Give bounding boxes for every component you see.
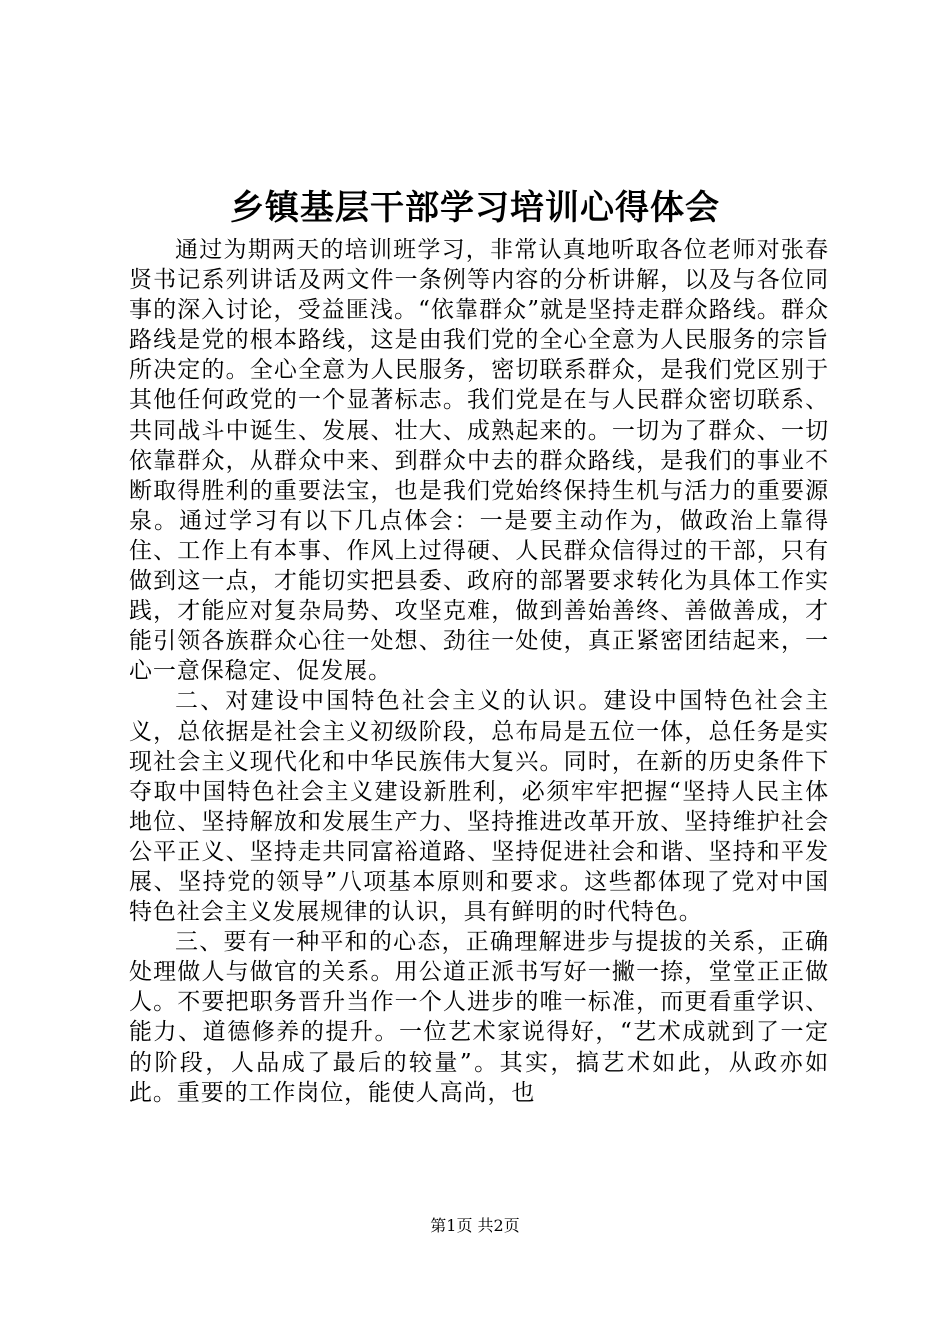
document-body: [129, 235, 829, 1108]
paragraph-section-three: 三、要有一种平和的心态，正确理解进步与提拔的关系，正确处理做人与做官的关系。用公道正派书写好一撇一捺，堂堂正正做人。不要把职务晋升当作一个人进步的唯一标准，而更看重学识、能力、道德修养的提升。一位艺术家说得好，“艺术成就到了一定的阶段，人品成了最后的较量”。其实，搞艺术如此，从政亦如此。重要的工作岗位，能使人高尚，也: [129, 929, 829, 1106]
paragraph-section-two: 二、对建设中国特色社会主义的认识。建设中国特色社会主义，总依据是社会主义初级阶段，总布局是五位一体，总任务是实现社会主义现代化和中华民族伟大复兴。同时，在新的历史条件下夺取中国特色社会主义建设新胜利，必须牢牢把握“坚持人民主体地位、坚持解放和发展生产力、坚持推进改革开放、坚持维护社会公平正义、坚持走共同富裕道路、坚持促进社会和谐、坚持和平发展、坚持党的领导”八项基本原则和要求。这些都体现了党对中国特色社会主义发展规律的认识，具有鲜明的时代特色。: [129, 688, 829, 926]
document-title: 乡镇基层干部学习培训心得体会: [230, 188, 720, 228]
page-footer: 第1页 共2页: [430, 1216, 520, 1235]
paragraph-intro: 通过为期两天的培训班学习，非常认真地听取各位老师对张春贤书记系列讲话及两文件一条例等内容的分析讲解，以及与各位同事的深入讨论，受益匪浅。“依靠群众”就是坚持走群众路线。群众路线是党的根本路线，这是由我们党的全心全意为人民服务的宗旨所决定的。全心全意为人民服务，密切联系群众，是我们党区别于其他任何政党的一个显著标志。我们党是在与人民群众密切联系、共同战斗中诞生、发展、壮大、成熟起来的。一切为了群众、一切依靠群众，从群众中来、到群众中去的群众路线，是我们的事业不断取得胜利的重要法宝，也是我们党始终保持生机与活力的重要源泉。通过学习有以下几点体会：一是要主动作为，做政治上靠得住、工作上有本事、作风上过得硬、人民群众信得过的干部，只有做到这一点，才能切实把县委、政府的部署要求转化为具体工作实践，才能应对复杂局势、攻坚克难，做到善始善终、善做善成，才能引领各族群众心往一处想、劲往一处使，真正紧密团结起来，一心一意保稳定、促发展。: [129, 237, 829, 685]
